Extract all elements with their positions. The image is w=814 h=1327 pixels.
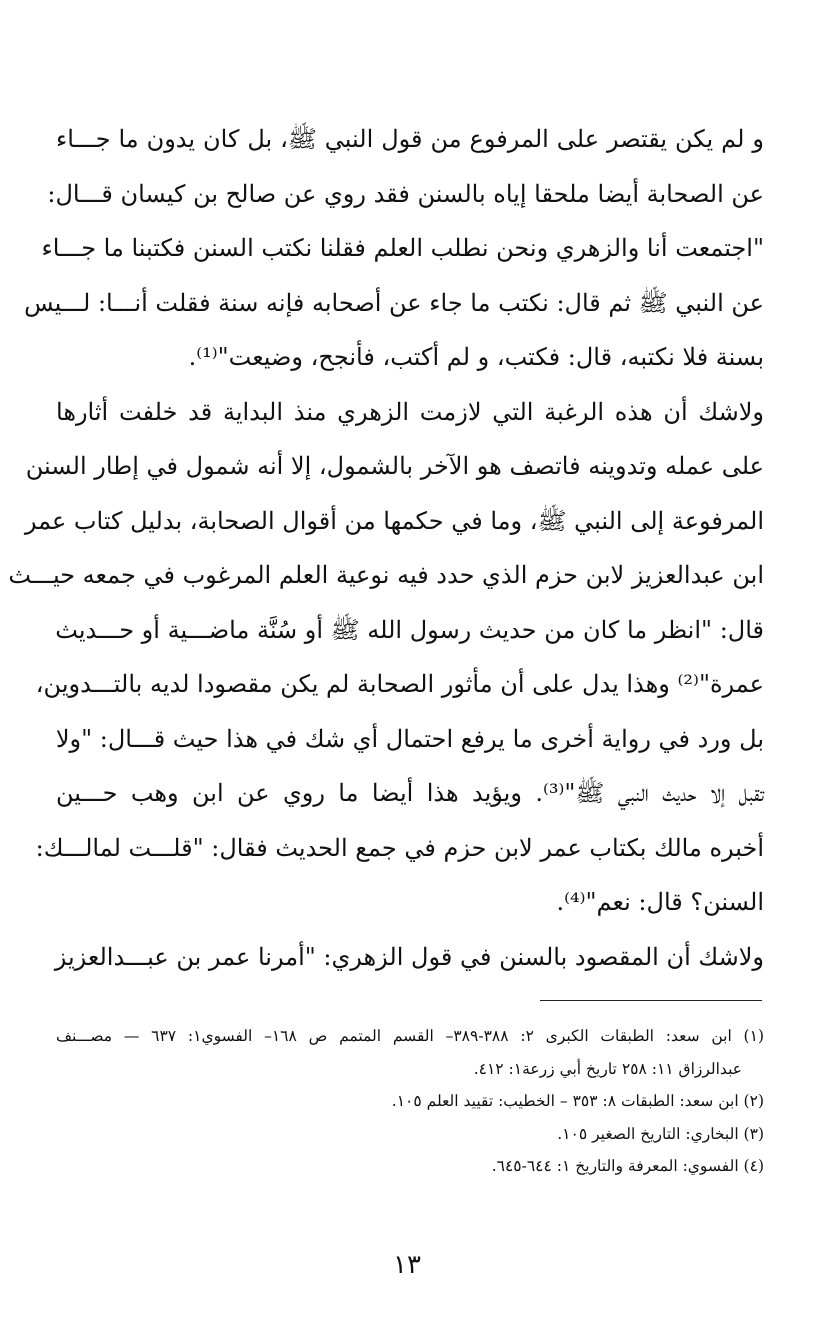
text-line: ولاشك أن هذه الرغبة التي لازمت الزهري منذ البداية قد خلفت أثارها <box>56 397 765 426</box>
footnote-line: (٣) البخاري: التاريخ الصغير ١٠٥. <box>557 1124 764 1143</box>
text-line: عن النبي ﷺ ثم قال: نكتب ما جاء عن أصحابه فإنه سنة فقلت أنـــا: لـــيس <box>24 288 764 317</box>
text-line: عمرة"⁽²⁾ وهذا يدل على أن مأثور الصحابة لم يكن مقصودا لديه بالتـــدوين، <box>35 670 764 698</box>
footnote-divider <box>540 1000 762 1001</box>
footnotes <box>56 1020 764 1183</box>
text-line: المرفوعة إلى النبي ﷺ، وما في حكمها من أقوال الصحابة، بدليل كتاب عمر <box>24 506 764 535</box>
text-line: تقبل إلا حديث النبي ﷺ"⁽³⁾. ويؤيد هذا أيضا ما روي عن ابن وهب حـــين <box>56 779 764 807</box>
footnote-line: عبدالرزاق ١١: ٢٥٨ تاريخ أبي زرعة١: ٤١٢. <box>473 1059 742 1078</box>
text-line: و لم يكن يقتصر على المرفوع من قول النبي ﷺ، بل كان يدون ما جـــاء <box>56 125 764 153</box>
text-line: بسنة فلا نكتبه، قال: فكتب، و لم أكتب، فأنجح، وضيعت"⁽¹⁾. <box>188 343 764 371</box>
text-line: عن الصحابة أيضا ملحقا إياه بالسنن فقد روي عن صالح بن كيسان قـــال: <box>47 179 764 208</box>
footnote-line: (٢) ابن سعد: الطبقات ٨: ٣٥٣ – الخطيب: تقييد العلم ١٠٥. <box>391 1092 764 1110</box>
text-line: ابن عبدالعزيز لابن حزم الذي حدد فيه نوعية العلم المرغوب في جمعه حيـــث <box>8 561 764 589</box>
text-line: أخبره مالك بكتاب عمر لابن حزم في جمع الحديث فقال: "قلـــت لمالـــك: <box>35 833 764 862</box>
text-line: "اجتمعت أنا والزهري ونحن نطلب العلم فقلنا نكتب السنن فكتبنا ما جـــاء <box>41 234 764 262</box>
footnote-line: (٤) الفسوي: المعرفة والتاريخ ١: ٦٤٤-٦٤٥. <box>491 1157 764 1175</box>
main-text <box>8 112 765 984</box>
text-line: قال: "انظر ما كان من حديث رسول الله ﷺ أو سُنَّة ماضـــية أو حـــديث <box>55 615 764 644</box>
text-line: على عمله وتدوينه فاتصف هو الآخر بالشمول، إلا أنه شمول في إطار السنن <box>25 452 764 480</box>
page-number: ١٣ <box>393 1250 421 1280</box>
text-line: ولاشك أن المقصود بالسنن في قول الزهري: "أمرنا عمر بن عبـــدالعزيز <box>54 942 764 971</box>
text-line: بل ورد في رواية أخرى ما يرفع احتمال أي شك في هذا حيث قـــال: "ولا <box>55 724 764 753</box>
footnote-line: (١) ابن سعد: الطبقات الكبرى ٢: ٣٨٨-٣٨٩– القسم المتمم ص ١٦٨– الفسوي١: ٦٣٧ — مصـــنف <box>56 1027 764 1045</box>
text-line: السنن؟ قال: نعم"⁽⁴⁾. <box>556 888 764 916</box>
